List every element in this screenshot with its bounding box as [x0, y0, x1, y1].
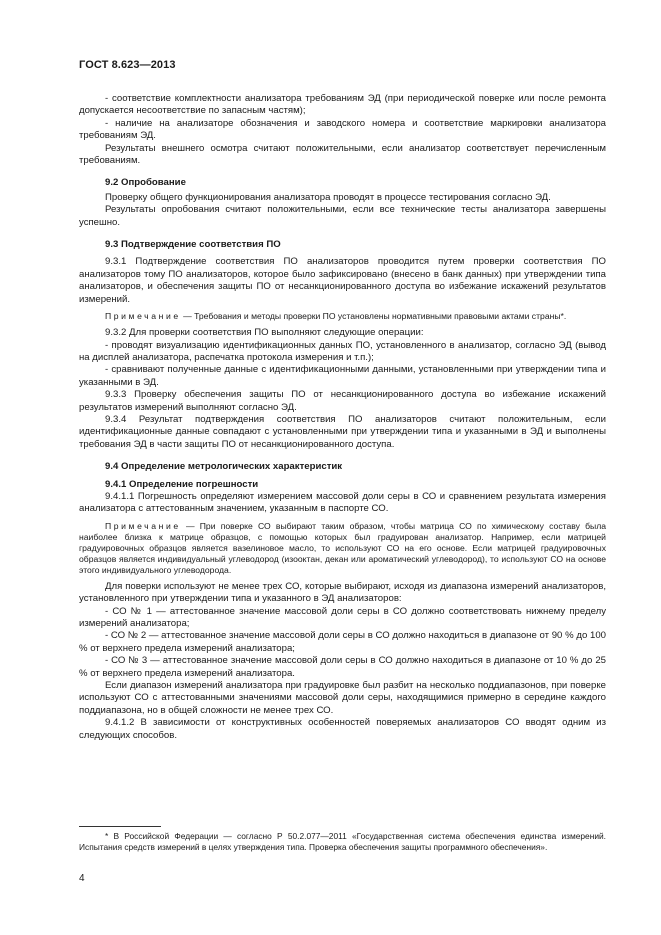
note-text: — При поверке СО выбирают таким образом, чтобы матрица СО по химическому составу была наиболее близка к матрице образцов, с помощью которых был градуирован анализатор. Например, если матрицей градуировочных образцов является вазелиновое масло, то используют СО на его основе. Если матрицей градуировочных образцов является индивидуальный углеводород (изооктан, декан или ароматический углеводород), то используют СО на основе этого индивидуального углеводорода. [79, 520, 606, 575]
paragraph: 9.4.1.2 В зависимости от конструктивных особенностей поверяемых анализаторов СО вводят одним из следующих способов. [79, 717, 606, 741]
paragraph: - проводят визуализацию идентификационных данных ПО, установленного в анализатор, согласно ЭД (вывод на дисплей анализатора, распечатка протокола измерения и т.п.); [79, 339, 606, 363]
section-heading-9-3: 9.3 Подтверждение соответствия ПО [105, 239, 281, 251]
document-body [79, 93, 606, 742]
note-text: — Требования и методы проверки ПО установлены нормативными правовыми актами страны*. [183, 311, 567, 322]
paragraph: - СО № 1 — аттестованное значение массовой доли серы в СО должно соответствовать нижнему пределу измерений анализатора; [79, 605, 606, 629]
paragraph: Проверку общего функционирования анализатора проводят в процессе тестирования согласно ЭД. [105, 191, 551, 203]
paragraph: - наличие на анализаторе обозначения и заводского номера и соответствие маркировки анализатора требованиям ЭД. [79, 117, 606, 142]
section-heading-9-4: 9.4 Определение метрологических характеристик [105, 461, 343, 473]
page-number: 4 [79, 873, 85, 884]
footnote-divider [79, 826, 161, 827]
footnote: * В Российской Федерации — согласно Р 50.2.077—2011 «Государственная система обеспечения единства измерений. Испытания средств измерений в целях утверждения типа. Проверка обеспечения защиты программного обеспечения». [79, 831, 606, 852]
paragraph: - СО № 2 — аттестованное значение массовой доли серы в СО должно находиться в диапазоне от 90 % до 100 % от верхнего предела измерений анализатора; [79, 630, 606, 654]
note [79, 521, 606, 576]
paragraph: - сравнивают полученные данные с идентификационными данными, установленными при утверждении типа и указанными в ЭД. [79, 364, 606, 388]
subsection-heading-9-4-1: 9.4.1 Определение погрешности [105, 478, 259, 490]
note-label: Примечание [105, 311, 181, 322]
paragraph: Результаты опробования считают положительными, если все технические тесты анализатора завершены успешно. [79, 204, 606, 228]
paragraph: 9.4.1.1 Погрешность определяют измерением массовой доли серы в СО и сравнением результата измерения анализатора с аттестованным значением, указанным в паспорте СО. [79, 490, 606, 515]
paragraph: Если диапазон измерений анализатора при градуировке был разбит на несколько поддиапазонов, при поверке используют СО с аттестованными значениями массовой доли серы, находящимися примерно в середине каждого поддиапазона, но в общей сложности не менее трех СО. [79, 680, 606, 716]
paragraph: 9.3.3 Проверку обеспечения защиты ПО от несанкционированного доступа во избежание искажений результатов измерений выполняют согласно ЭД. [79, 389, 606, 413]
document-header: ГОСТ 8.623—2013 [79, 59, 176, 71]
section-heading-9-2: 9.2 Опробование [105, 177, 186, 189]
paragraph: 9.3.1 Подтверждение соответствия ПО анализаторов проводится путем проверки соответствия ПО анализаторов тому ПО анализаторов, которое было зафиксировано (внесено в банк данных) при утверждении типа анализаторов, и обеспечения защиты ПО от несанкционированного доступа во избежание искажений результатов измерений. [79, 256, 606, 305]
paragraph: Для поверки используют не менее трех СО, которые выбирают, исходя из диапазона измерений анализаторов, установленного при утверждении типа и указанного в ЭД анализаторов: [79, 580, 606, 605]
note [79, 311, 606, 322]
paragraph: Результаты внешнего осмотра считают положительными, если анализатор соответствует перечисленным требованиям. [79, 142, 606, 167]
paragraph: 9.3.4 Результат подтверждения соответствия ПО анализаторов считают положительным, если идентификационные данные совпадают с установленными при утверждении типа и указанными в ЭД и выполнены требования ЭД в части защиты ПО от несанкционированного доступа. [79, 413, 606, 450]
paragraph: - СО № 3 — аттестованное значение массовой доли серы в СО должно находиться в диапазоне от 10 % до 25 % от верхнего предела измерений анализатора. [79, 655, 606, 679]
paragraph: - соответствие комплектности анализатора требованиям ЭД (при периодической поверке или после ремонта допускается несоответствие по запасным частям); [79, 93, 606, 117]
note-label: Примечание [105, 520, 181, 531]
paragraph: 9.3.2 Для проверки соответствия ПО выполняют следующие операции: [105, 327, 424, 339]
